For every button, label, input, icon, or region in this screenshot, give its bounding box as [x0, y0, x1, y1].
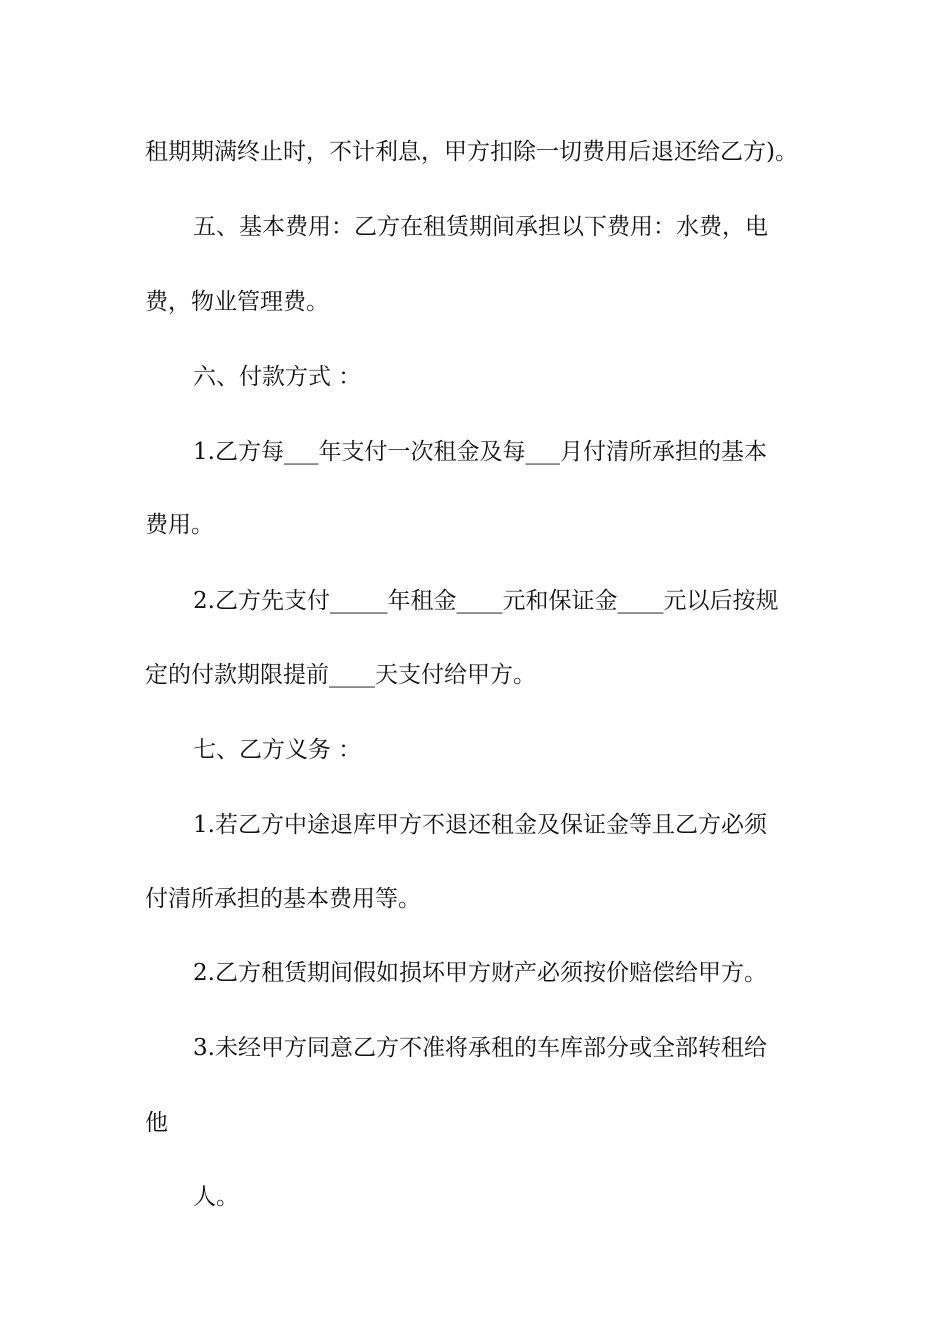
obligation-clause-3-end: 人。: [193, 1184, 239, 1210]
payment-clause-2-continued: 定的付款期限提前____天支付给甲方。: [145, 662, 536, 688]
payment-clause-1-continued: 费用。: [145, 512, 214, 538]
obligation-clause-1: 1.若乙方中途退库甲方不退还租金及保证金等且乙方必须: [193, 812, 767, 838]
obligation-clause-3-continued: 他: [145, 1110, 168, 1136]
section-5-basic-fees: 五、基本费用：乙方在租赁期间承担以下费用：水费，电: [193, 214, 768, 240]
obligation-clause-1-continued: 付清所承担的基本费用等。: [145, 886, 421, 912]
obligation-clause-3: 3.未经甲方同意乙方不准将承租的车库部分或全部转租给: [193, 1035, 767, 1061]
payment-clause-2: 2.乙方先支付_____年租金____元和保证金____元以后按规: [193, 588, 779, 614]
paragraph-line-fees-continued: 费，物业管理费。: [145, 289, 329, 315]
section-7-heading-obligations: 七、乙方义务 ：: [193, 737, 362, 763]
paragraph-line-deposit-refund: 租期期满终止时，不计利息，甲方扣除一切费用后退还给乙方)。: [145, 139, 798, 165]
section-6-heading-payment-method: 六、付款方式 ：: [193, 364, 362, 390]
obligation-clause-2: 2.乙方租赁期间假如损坏甲方财产必须按价赔偿给甲方。: [193, 960, 767, 986]
payment-clause-1: 1.乙方每___年支付一次租金及每___月付清所承担的基本: [193, 439, 767, 465]
